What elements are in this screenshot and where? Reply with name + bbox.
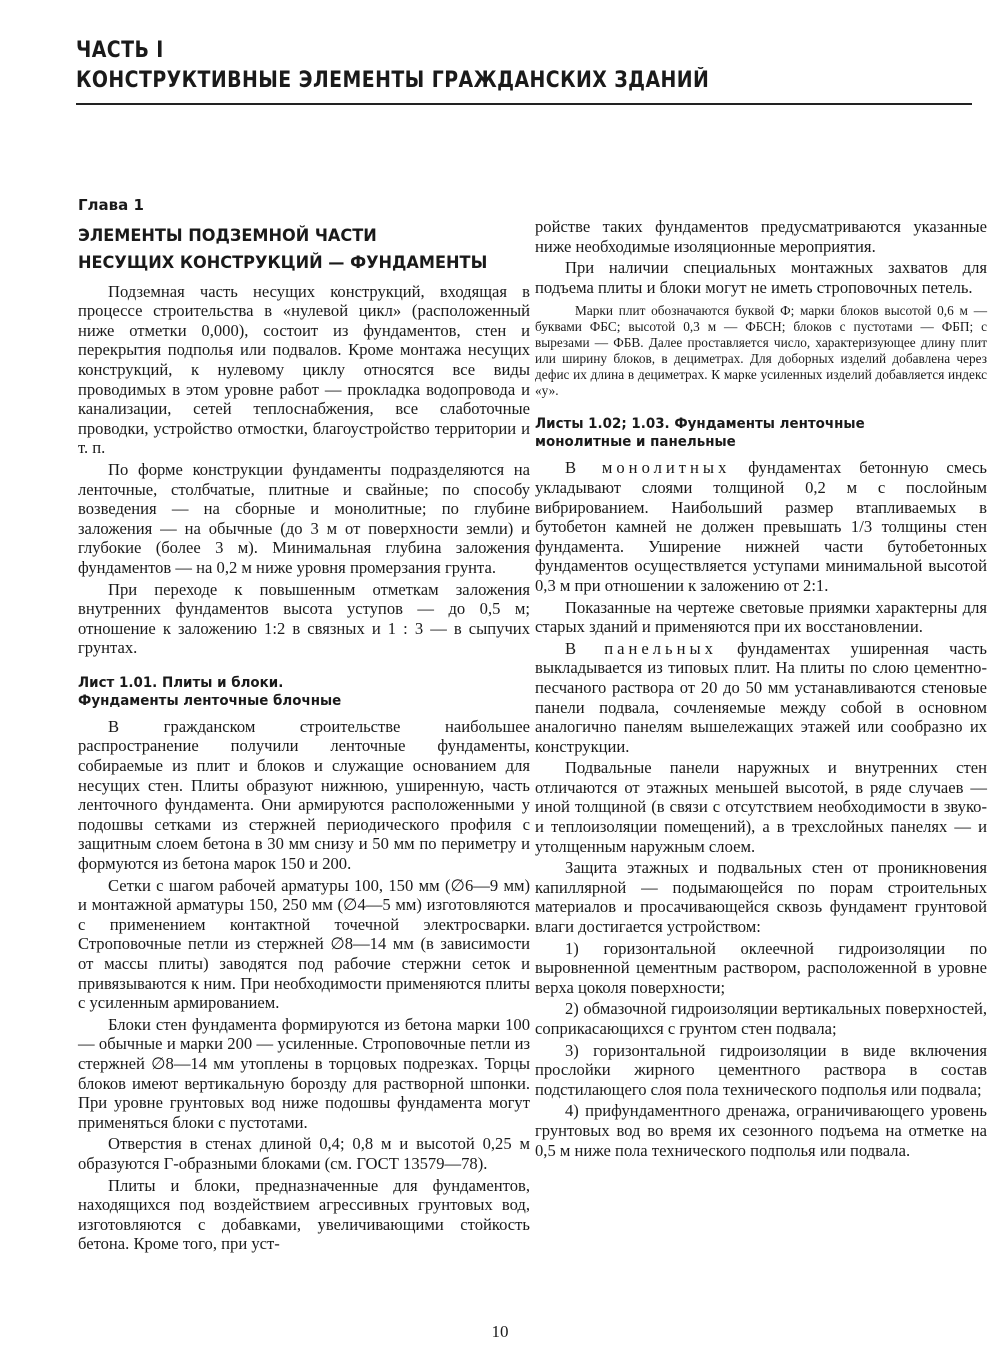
chapter-label: Глава 1: [78, 196, 144, 214]
section-title-sheets-1-02-1-03: [535, 415, 969, 451]
paragraph: Сетки с шагом рабочей арматуры 100, 150 мм (∅6—9 мм) и монтажной арматуры 150, 250 мм (∅4—5 мм) изготовляются с применением контактной точечной электросварки. Строповочные петли из стержней ∅8—14 мм (в зависимости от массы плиты) заводятся под рабочие стержни сеток и привязываются к ним. При необходимости применяются плиты с усиленным армированием.: [78, 875, 530, 1013]
section-title-line1: Листы 1.02; 1.03. Фундаменты ленточные: [535, 416, 865, 433]
page-number: 10: [491, 1322, 509, 1341]
chapter-title-line1: ЭЛЕМЕНТЫ ПОДЗЕМНОЙ ЧАСТИ: [78, 225, 377, 246]
note-paragraph: Марки плит обозначаются буквой Ф; марки блоков высотой 0,6 м — буквами ФБС; высотой 0,3 м — ФБСН; блоков с пустотами — ФБП; с вырезами — ФБВ. Далее проставляется число, характеризующее длину плит или ширину блоков, в дециметрах. Для доборных изделий добавлена через дефис их длина в дециметрах. К марке усиленных изделий добавляется индекс «у».: [535, 303, 987, 399]
list-item: 2) обмазочной гидроизоляции вертикальных поверхностей, соприкасающихся с грунтом стен подвала;: [535, 999, 987, 1038]
header-divider: [76, 103, 972, 105]
section-title-sheet-1-01: [78, 674, 512, 710]
part-label: ЧАСТЬ I: [76, 38, 164, 63]
section-title-line1: Лист 1.01. Плиты и блоки.: [78, 674, 284, 691]
part-title: КОНСТРУКТИВНЫЕ ЭЛЕМЕНТЫ ГРАЖДАНСКИХ ЗДАНИЙ: [76, 68, 710, 93]
paragraph: Подвальные панели наружных и внутренних стен отличаются от этажных меньшей высотой, в ряде случаев — иной толщиной (в связи с отсутствием необходимости в звуко- и теплоизоляции помещений), а в трехслойных панелях — и утолщенным наружным слоем.: [535, 758, 987, 856]
paragraph: Отверстия в стенах длиной 0,4; 0,8 м и высотой 0,25 м образуются Г-образными блоками (см. ГОСТ 13579—78).: [78, 1134, 530, 1173]
paragraph: Показанные на чертеже световые приямки характерны для старых зданий и применяются при их восстановлении.: [535, 597, 987, 637]
paragraph: В монолитных фундаментах бетонную смесь укладывают слоями толщиной 0,2 м с послойным вибрированием. Наибольший размер втапливаемых в бутобетон камней не должен превышать 1/3 толщины стен фундамента. Уширение нижней части бутобетонных фундаментов осуществляется уступами минимальной высотой 0,3 м при отношении к заложению от 2:1.: [535, 458, 987, 595]
list-item: 4) прифундаментного дренажа, ограничивающего уровень грунтовых вод во время их сезонного подъема на отметке на 0,5 м ниже пола технического подполья или подвала.: [535, 1101, 987, 1160]
list-item: 3) горизонтальной гидроизоляции в виде включения прослойки жирного цементного раствора в состав подстилающего слоя пола технического подполья или подвала;: [535, 1040, 987, 1099]
section-title-line2: Фундаменты ленточные блочные: [78, 692, 342, 709]
paragraph: При наличии специальных монтажных захватов для подъема плиты и блоки могут не иметь строповочных петель.: [535, 258, 987, 297]
paragraph: В панельных фундаментах уширенная часть выкладывается из типовых плит. На плиты по слою цементно-песчаного раствора от 20 до 50 мм устанавливаются стеновые панели подвала, сочленяемые между собой в основном аналогично панелям вышележащих этажей или сообразно их конструкции.: [535, 638, 987, 756]
emphasis-term: В монолитных: [565, 458, 731, 478]
chapter-title-line2: НЕСУЩИХ КОНСТРУКЦИЙ — ФУНДАМЕНТЫ: [78, 252, 488, 273]
paragraph: Плиты и блоки, предназначенные для фундаментов, находящихся под воздействием агрессивных грунтовых вод, изготовляются с добавками, увеличивающими стойкость бетона. Кроме того, при уст-: [78, 1175, 530, 1254]
left-column: [78, 196, 530, 1256]
paragraph: Блоки стен фундамента формируются из бетона марки 100 — обычные и марки 200 — усиленные. Строповочные петли из стержней ∅8—14 мм утоплены в торцовых подрезках. Торцы блоков имеют вертикальную борозду для растворной шпонки. При уровне грунтовых вод ниже подошвы фундамента могут применяться блоки с пустотами.: [78, 1014, 530, 1132]
paragraph: При переходе к повышенным отметкам заложения внутренних фундаментов высота уступов — до 0,5 м; отношение к заложению 1:2 в связных и 1 : 3 — в сыпучих грунтах.: [78, 579, 530, 658]
paragraph: Подземная часть несущих конструкций, входящая в процессе строительства в «нулевой цикл» (расположенный ниже отметки 0,000), состоит из фундаментов, стен и перекрытия подполья или подвалов. Кроме монтажа несущих конструкций, к нулевому циклу относятся все виды проводимых в этом уровне работ — прокладка водопровода и канализации, сетей теплоснабжения, все слаботочные проводки, устройство отмостки, благоустройство территории и т. п.: [78, 281, 530, 458]
right-column: [535, 217, 987, 1162]
paragraph: В гражданском строительстве наибольшее распространение получили ленточные фундаменты, собираемые из плит и блоков и служащие основанием для несущих стен. Плиты образуют нижнюю, уширенную, часть ленточного фундамента. Они армируются расположенными у подошвы сетками из стержней периодического профиля с защитным слоем бетона в 30 мм снизу и 50 мм по периметру и формуются из бетона марок 150 и 200.: [78, 716, 530, 874]
paragraph: Защита этажных и подвальных стен от проникновения капиллярной — подымающейся по порам строительных материалов и просачивающейся сквозь фундамент грунтовой влаги достигается устройством:: [535, 858, 987, 937]
paragraph-continuation: ройстве таких фундаментов предусматриваются указанные ниже необходимые изоляционные мероприятия.: [535, 217, 987, 256]
emphasis-term: В панельных: [565, 638, 717, 658]
part-header: [76, 36, 976, 96]
paragraph: По форме конструкции фундаменты подразделяются на ленточные, столбчатые, плитные и свайные; по способу возведения — на сборные и монолитные; по глубине заложения — на обычные (до 3 м от поверхности земли) и глубокие (более 3 м). Минимальная глубина заложения фундаментов — на 0,2 м ниже уровня промерзания грунта.: [78, 459, 530, 577]
list-item: 1) горизонтальной оклеечной гидроизоляции по выровненной цементным раствором, расположенной в уровне верха цоколя поверхности;: [535, 938, 987, 997]
section-title-line2: монолитные и панельные: [535, 434, 736, 451]
